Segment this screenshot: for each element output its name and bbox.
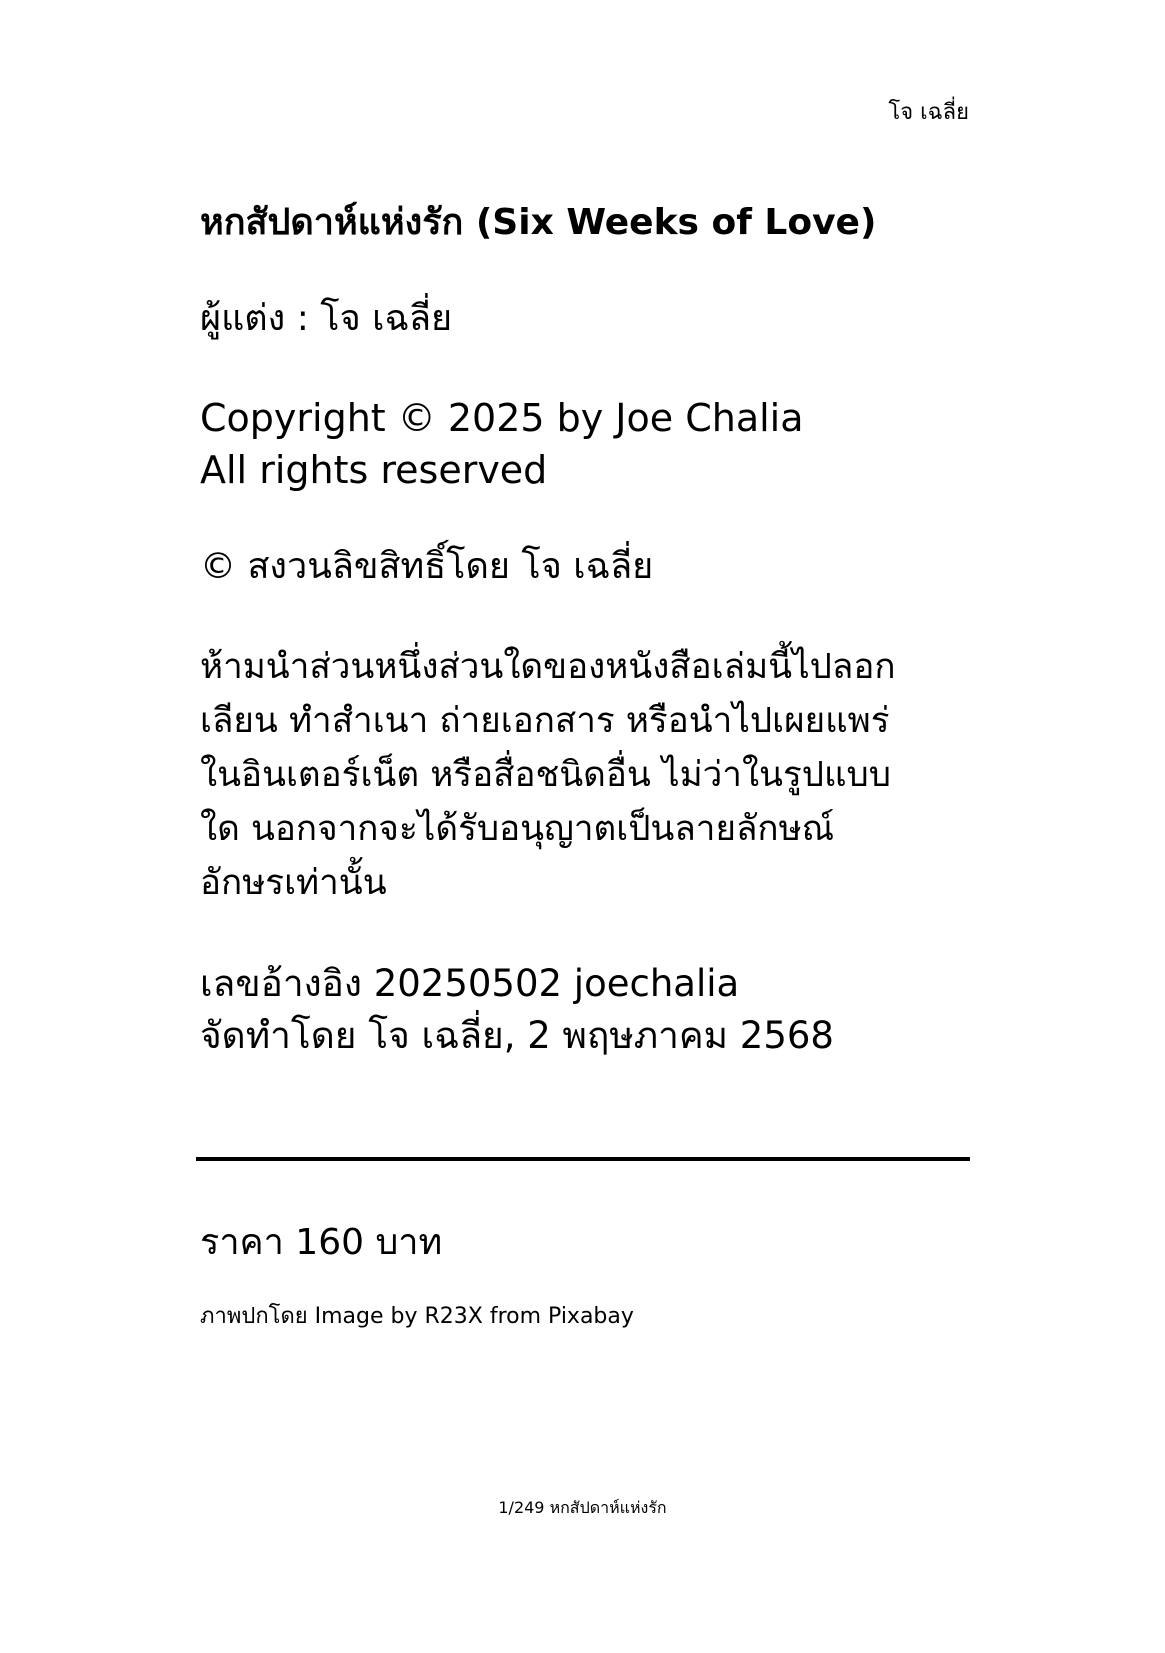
copyright-thai-line: © สงวนลิขสิทธิ์โดย โจ เฉลี่ย — [200, 546, 654, 587]
notice-line: ในอินเตอร์เน็ต หรือสื่อชนิดอื่น ไม่ว่าในรูปแบบ — [200, 755, 891, 795]
publisher-line: จัดทำโดย โจ เฉลี่ย, 2 พฤษภาคม 2568 — [200, 1014, 834, 1057]
reference-number: เลขอ้างอิง 20250502 joechalia — [200, 962, 740, 1005]
notice-line: เลียน ทำสำเนา ถ่ายเอกสาร หรือนำไปเผยแพร่ — [200, 701, 890, 741]
divider-rule — [196, 1157, 970, 1161]
book-title: หกสัปดาห์แห่งรัก (Six Weeks of Love) — [200, 202, 877, 243]
notice-line: ใด นอกจากจะได้รับอนุญาตเป็นลายลักษณ์ — [200, 809, 835, 849]
author-line: ผู้แต่ง : โจ เฉลี่ย — [200, 298, 453, 339]
rights-reserved-line: All rights reserved — [200, 448, 548, 492]
notice-line: ห้ามนำส่วนหนึ่งส่วนใดของหนังสือเล่มนี้ไปลอก — [200, 647, 896, 687]
reproduction-notice — [200, 640, 970, 910]
header-author: โจ เฉลี่ย — [888, 100, 969, 125]
cover-credit: ภาพปกโดย Image by R23X from Pixabay — [200, 1304, 634, 1329]
page-footer: 1/249 หกสัปดาห์แห่งรัก — [498, 1498, 667, 1517]
copyright-page-content — [200, 198, 970, 1062]
copyright-line: Copyright © 2025 by Joe Chalia — [200, 396, 804, 440]
price-label: ราคา 160 บาท — [200, 1222, 443, 1263]
reference-block — [200, 958, 970, 1062]
copyright-block — [200, 392, 970, 496]
notice-line: อักษรเท่านั้น — [200, 863, 387, 903]
